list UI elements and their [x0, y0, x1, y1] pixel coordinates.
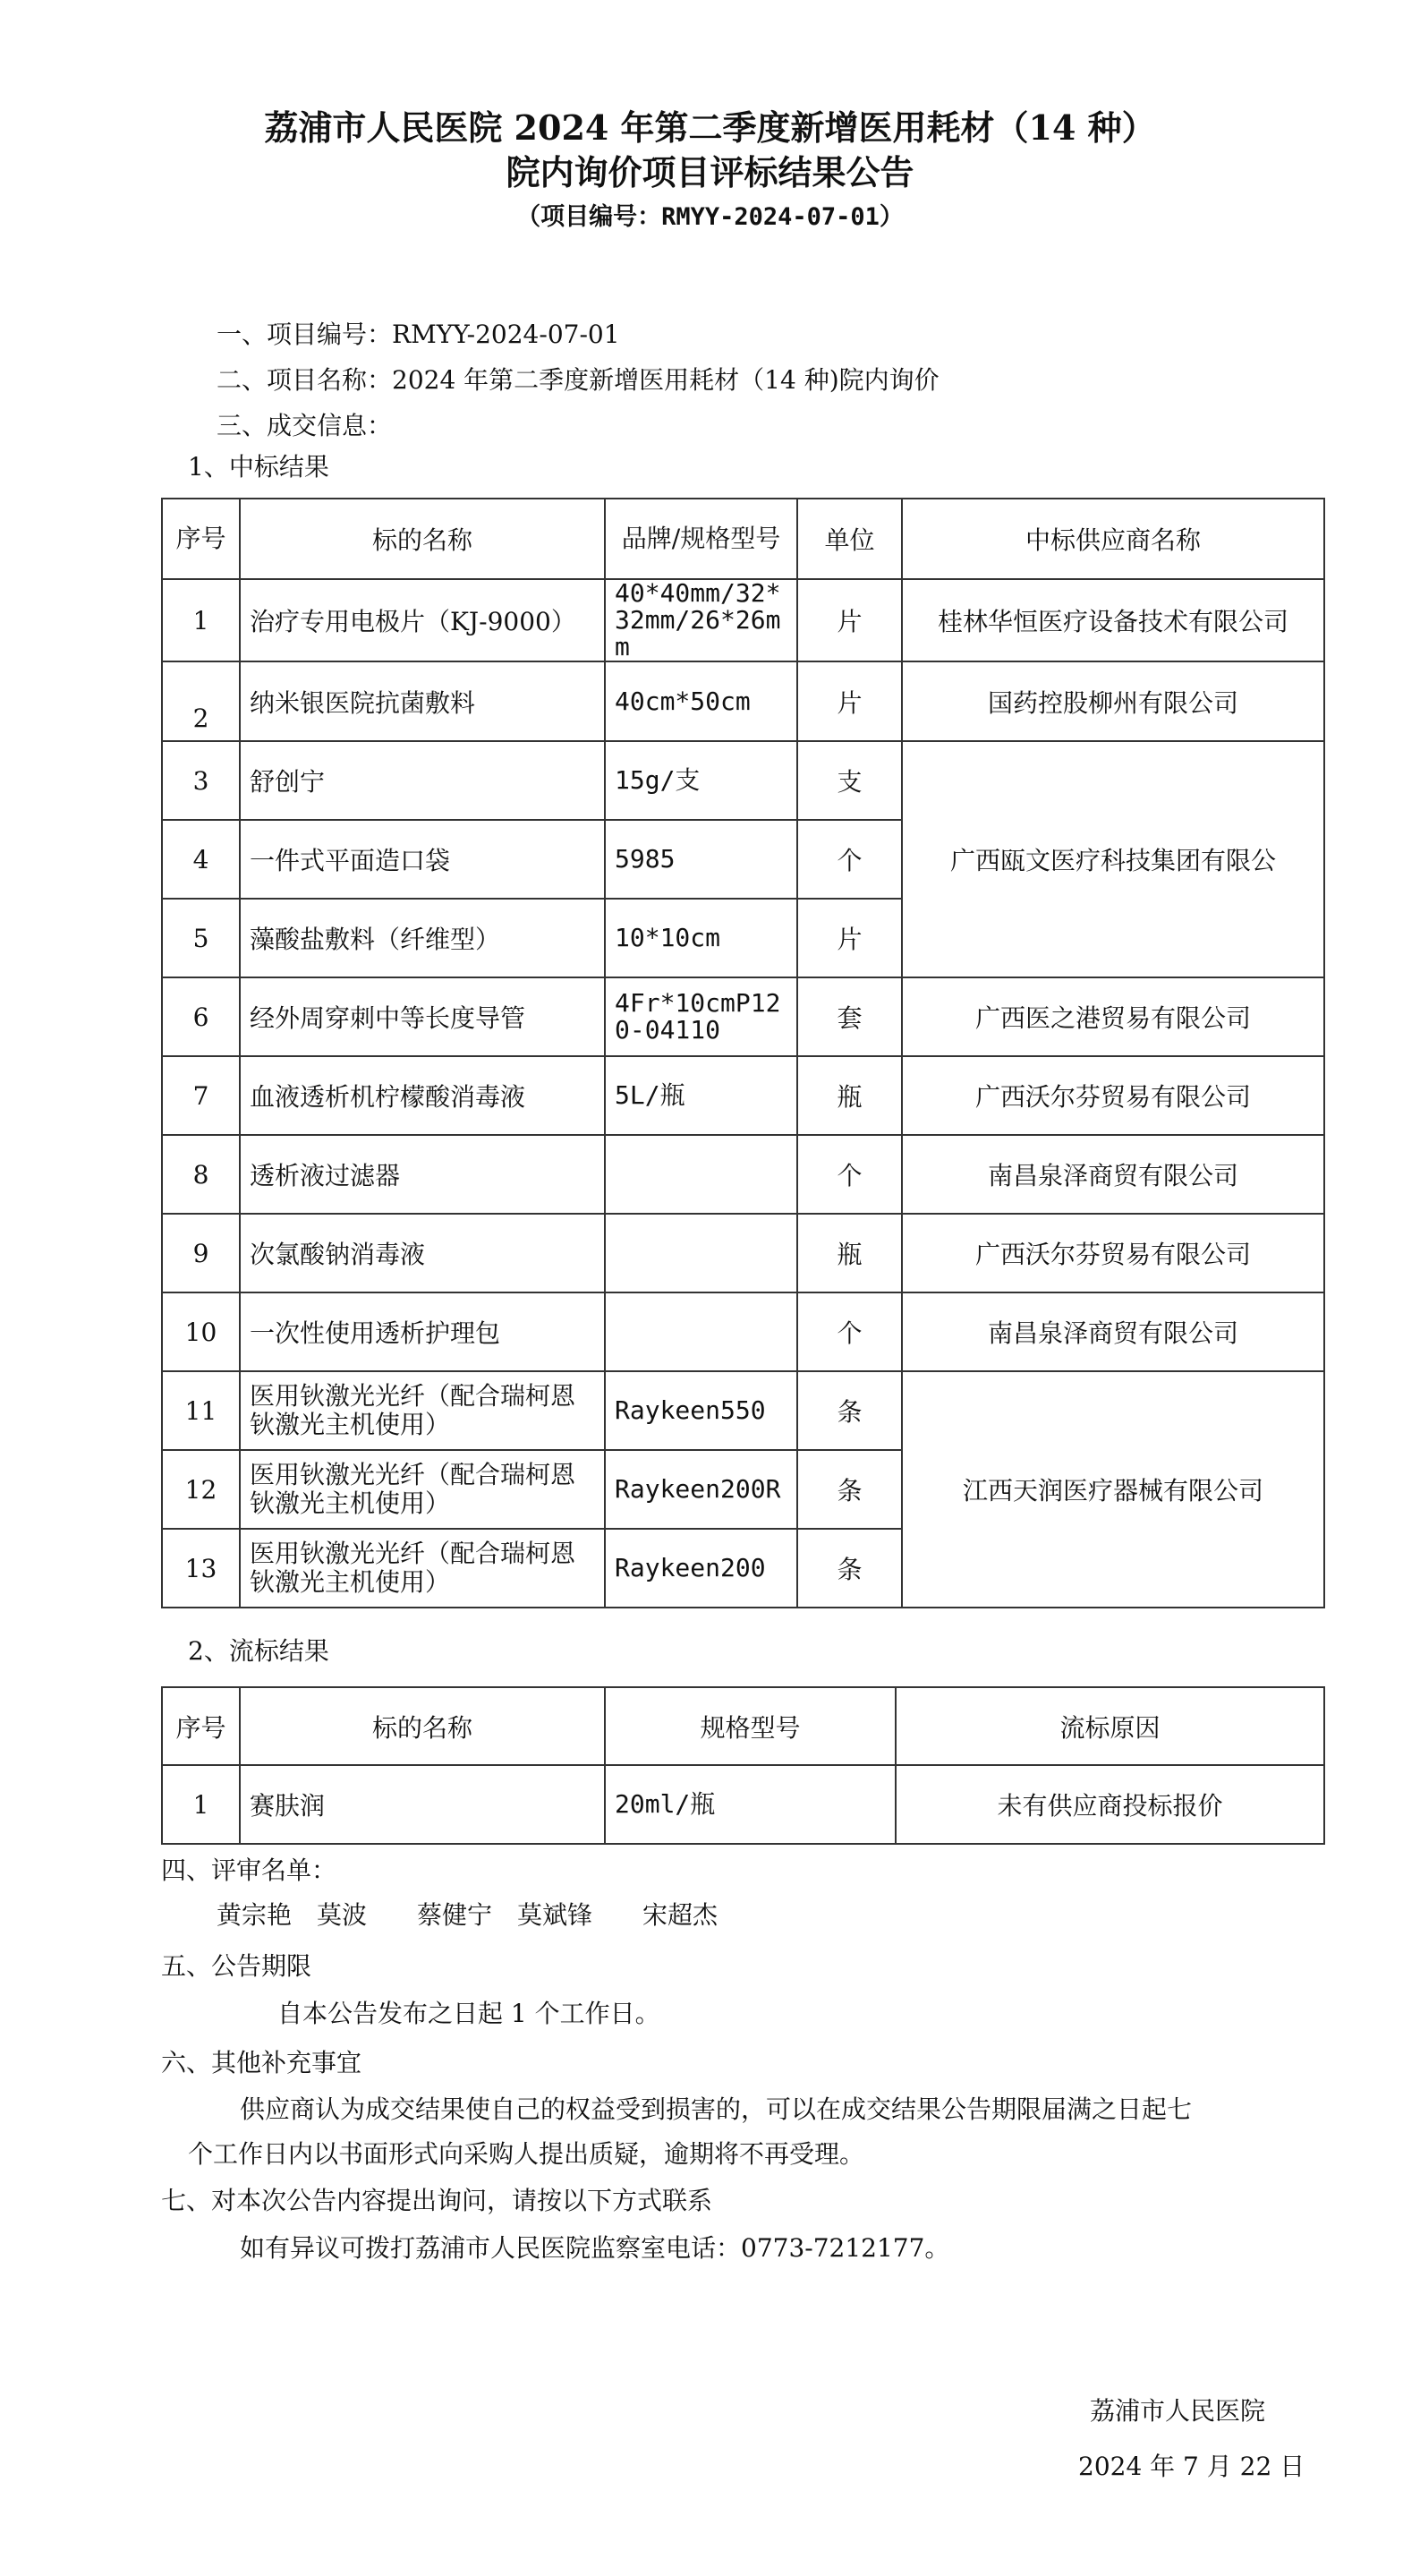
- review-names: 黄宗艳 莫波 蔡健宁 莫斌锋 宋超杰: [217, 1900, 719, 1930]
- row-reason: 未有供应商投标报价: [896, 1765, 1324, 1844]
- table-row: [162, 741, 1324, 820]
- title-line-2: 院内询价项目评标结果公告: [506, 152, 914, 192]
- table-row: [162, 1371, 1324, 1450]
- table-row: [162, 661, 1324, 741]
- row-unit: 片: [797, 899, 902, 977]
- failed-table: [161, 1686, 1325, 1845]
- award-table: [161, 498, 1325, 1608]
- header-no: 序号: [162, 499, 240, 579]
- row-name: 医用钬激光光纤（配合瑞柯恩钬激光主机使用）: [240, 1529, 605, 1608]
- row-name: 医用钬激光光纤（配合瑞柯恩钬激光主机使用）: [240, 1371, 605, 1450]
- table-row: [162, 579, 1324, 661]
- row-no: 12: [162, 1450, 240, 1529]
- row-no: 2: [162, 661, 240, 741]
- row-no: 3: [162, 741, 240, 820]
- row-spec: [605, 1292, 797, 1371]
- row-unit: 瓶: [797, 1056, 902, 1135]
- contact-heading: 七、对本次公告内容提出询问，请按以下方式联系: [161, 2186, 713, 2215]
- row-no: 7: [162, 1056, 240, 1135]
- table-row: [162, 977, 1324, 1056]
- row-no: 5: [162, 899, 240, 977]
- table-row: [162, 1056, 1324, 1135]
- row-no: 9: [162, 1214, 240, 1292]
- row-spec: Raykeen200R: [605, 1450, 797, 1529]
- header-name: 标的名称: [240, 499, 605, 579]
- row-name: 医用钬激光光纤（配合瑞柯恩钬激光主机使用）: [240, 1450, 605, 1529]
- other-heading: 六、其他补充事宜: [161, 2048, 362, 2077]
- title-line-1: 荔浦市人民医院 2024 年第二季度新增医用耗材（14 种）: [264, 107, 1156, 148]
- row-spec: 10*10cm: [605, 899, 797, 977]
- table-row: [162, 1135, 1324, 1214]
- review-heading: 四、评审名单：: [161, 1855, 337, 1885]
- row-spec: 20ml/瓶: [605, 1765, 896, 1844]
- row-name: 透析液过滤器: [240, 1135, 605, 1214]
- row-spec: Raykeen550: [605, 1371, 797, 1450]
- award-table-header: [162, 499, 1324, 579]
- row-supplier: 南昌泉泽商贸有限公司: [902, 1135, 1324, 1214]
- row-spec: 15g/支: [605, 741, 797, 820]
- row-name: 血液透析机柠檬酸消毒液: [240, 1056, 605, 1135]
- row-name: 藻酸盐敷料（纤维型）: [240, 899, 605, 977]
- footer-org: 荔浦市人民医院: [1090, 2396, 1266, 2426]
- header-name: 标的名称: [240, 1687, 605, 1765]
- row-supplier: 广西医之港贸易有限公司: [902, 977, 1324, 1056]
- header-reason: 流标原因: [896, 1687, 1324, 1765]
- row-no: 6: [162, 977, 240, 1056]
- row-name: 一次性使用透析护理包: [240, 1292, 605, 1371]
- row-supplier: 江西天润医疗器械有限公司: [902, 1371, 1324, 1608]
- header-spec: 规格型号: [605, 1687, 896, 1765]
- header-spec: 品牌/规格型号: [605, 499, 797, 579]
- row-no: 13: [162, 1529, 240, 1608]
- row-no: 1: [162, 1765, 240, 1844]
- header-supplier: 中标供应商名称: [902, 499, 1324, 579]
- row-unit: 条: [797, 1450, 902, 1529]
- row-spec: 5985: [605, 820, 797, 899]
- failed-table-header: [162, 1687, 1324, 1765]
- row-unit: 支: [797, 741, 902, 820]
- header-no: 序号: [162, 1687, 240, 1765]
- row-name: 治疗专用电极片（KJ-9000）: [240, 579, 605, 661]
- intro-project-code: 一、项目编号：RMYY-2024-07-01: [217, 320, 620, 349]
- footer-date: 2024 年 7 月 22 日: [1078, 2452, 1305, 2481]
- row-unit: 条: [797, 1529, 902, 1608]
- row-spec: 4Fr*10cmP120-04110: [605, 977, 797, 1056]
- intro-deal-info: 三、成交信息：: [217, 411, 393, 440]
- row-supplier: 桂林华恒医疗设备技术有限公司: [902, 579, 1324, 661]
- row-no: 10: [162, 1292, 240, 1371]
- row-unit: 个: [797, 1135, 902, 1214]
- period-text: 自本公告发布之日起 1 个工作日。: [277, 1999, 660, 2028]
- contact-text: 如有异议可拨打荔浦市人民医院监察室电话：0773-7212177。: [240, 2233, 950, 2263]
- project-code-subtitle: （项目编号：RMYY-2024-07-01）: [516, 203, 904, 231]
- row-spec: Raykeen200: [605, 1529, 797, 1608]
- row-spec: [605, 1135, 797, 1214]
- row-supplier: 广西沃尔芬贸易有限公司: [902, 1214, 1324, 1292]
- row-no: 8: [162, 1135, 240, 1214]
- row-spec: 40cm*50cm: [605, 661, 797, 741]
- row-unit: 个: [797, 1292, 902, 1371]
- row-name: 赛肤润: [240, 1765, 605, 1844]
- award-result-heading: 1、中标结果: [188, 452, 329, 482]
- row-unit: 个: [797, 820, 902, 899]
- row-supplier: 国药控股柳州有限公司: [902, 661, 1324, 741]
- row-unit: 片: [797, 579, 902, 661]
- other-text-line2: 个工作日内以书面形式向采购人提出质疑，逾期将不再受理。: [188, 2139, 865, 2169]
- table-row: [162, 1214, 1324, 1292]
- row-unit: 条: [797, 1371, 902, 1450]
- row-name: 一件式平面造口袋: [240, 820, 605, 899]
- table-row: [162, 1765, 1324, 1844]
- row-name: 经外周穿刺中等长度导管: [240, 977, 605, 1056]
- row-spec: [605, 1214, 797, 1292]
- row-no: 11: [162, 1371, 240, 1450]
- row-no: 4: [162, 820, 240, 899]
- row-name: 纳米银医院抗菌敷料: [240, 661, 605, 741]
- row-name: 舒创宁: [240, 741, 605, 820]
- row-spec: 5L/瓶: [605, 1056, 797, 1135]
- row-unit: 片: [797, 661, 902, 741]
- other-text-line1: 供应商认为成交结果使自己的权益受到损害的，可以在成交结果公告期限届满之日起七: [240, 2094, 1193, 2124]
- row-no: 1: [162, 579, 240, 661]
- row-supplier: 南昌泉泽商贸有限公司: [902, 1292, 1324, 1371]
- row-spec: 40*40mm/32*32mm/26*26mm: [605, 579, 797, 661]
- row-supplier: 广西沃尔芬贸易有限公司: [902, 1056, 1324, 1135]
- row-name: 次氯酸钠消毒液: [240, 1214, 605, 1292]
- table-row: [162, 1292, 1324, 1371]
- intro-project-name: 二、项目名称：2024 年第二季度新增医用耗材（14 种)院内询价: [217, 365, 940, 395]
- row-unit: 瓶: [797, 1214, 902, 1292]
- period-heading: 五、公告期限: [161, 1951, 312, 1981]
- row-supplier: 广西瓯文医疗科技集团有限公: [902, 741, 1324, 977]
- failed-heading: 2、流标结果: [188, 1636, 329, 1666]
- header-unit: 单位: [797, 499, 902, 579]
- row-unit: 套: [797, 977, 902, 1056]
